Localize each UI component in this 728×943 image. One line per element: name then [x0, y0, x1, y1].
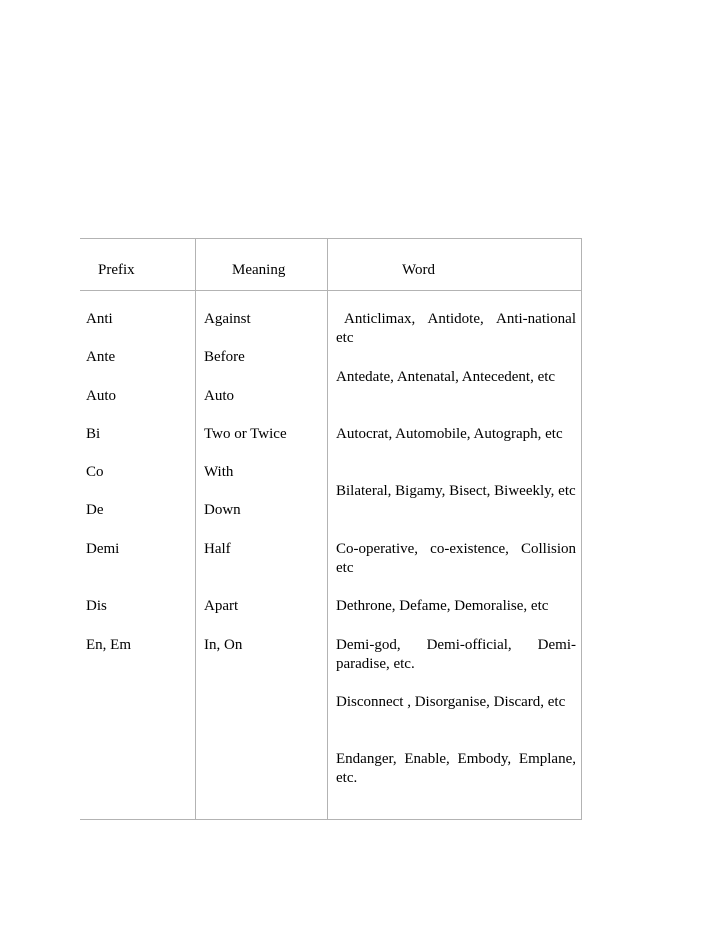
word-cell: Anticlimax, Antidote, Anti-national etc — [336, 311, 576, 346]
header-divider — [80, 290, 582, 291]
meaning-cell: In, On — [204, 637, 243, 653]
prefix-cell: Demi — [86, 541, 120, 557]
column-divider — [327, 239, 328, 819]
word-cell: Disconnect , Disorganise, Discard, etc — [336, 694, 566, 710]
meaning-cell: Apart — [204, 598, 239, 614]
prefix-cell: Dis — [86, 598, 107, 614]
header-word: Word — [402, 262, 435, 278]
prefix-cell: En, Em — [86, 637, 131, 653]
prefix-cell: Ante — [86, 349, 116, 365]
word-cell: Endanger, Enable, Embody, Emplane, etc. — [336, 751, 576, 786]
table-right-border — [581, 239, 582, 819]
prefix-cell: Anti — [86, 311, 113, 327]
prefix-table — [80, 238, 582, 820]
prefix-cell: Bi — [86, 426, 101, 442]
header-meaning: Meaning — [232, 262, 286, 278]
meaning-cell: With — [204, 464, 234, 480]
meaning-cell: Down — [204, 502, 241, 518]
word-cell: Bilateral, Bigamy, Bisect, Biweekly, etc — [336, 483, 576, 499]
column-divider — [195, 239, 196, 819]
word-cell: Antedate, Antenatal, Antecedent, etc — [336, 369, 556, 385]
header-prefix: Prefix — [98, 262, 135, 278]
meaning-cell: Two or Twice — [204, 426, 287, 442]
prefix-cell: Co — [86, 464, 104, 480]
meaning-cell: Before — [204, 349, 245, 365]
meaning-cell: Against — [204, 311, 251, 327]
prefix-cell: De — [86, 502, 104, 518]
prefix-cell: Auto — [86, 388, 116, 404]
meaning-cell: Auto — [204, 388, 234, 404]
word-cell: Demi-god, Demi-official, Demi-paradise, etc. — [336, 637, 576, 672]
meaning-cell: Half — [204, 541, 231, 557]
word-cell: Autocrat, Automobile, Autograph, etc — [336, 426, 563, 442]
word-cell: Co-operative, co-existence, Collision etc — [336, 541, 576, 576]
word-cell: Dethrone, Defame, Demoralise, etc — [336, 598, 549, 614]
